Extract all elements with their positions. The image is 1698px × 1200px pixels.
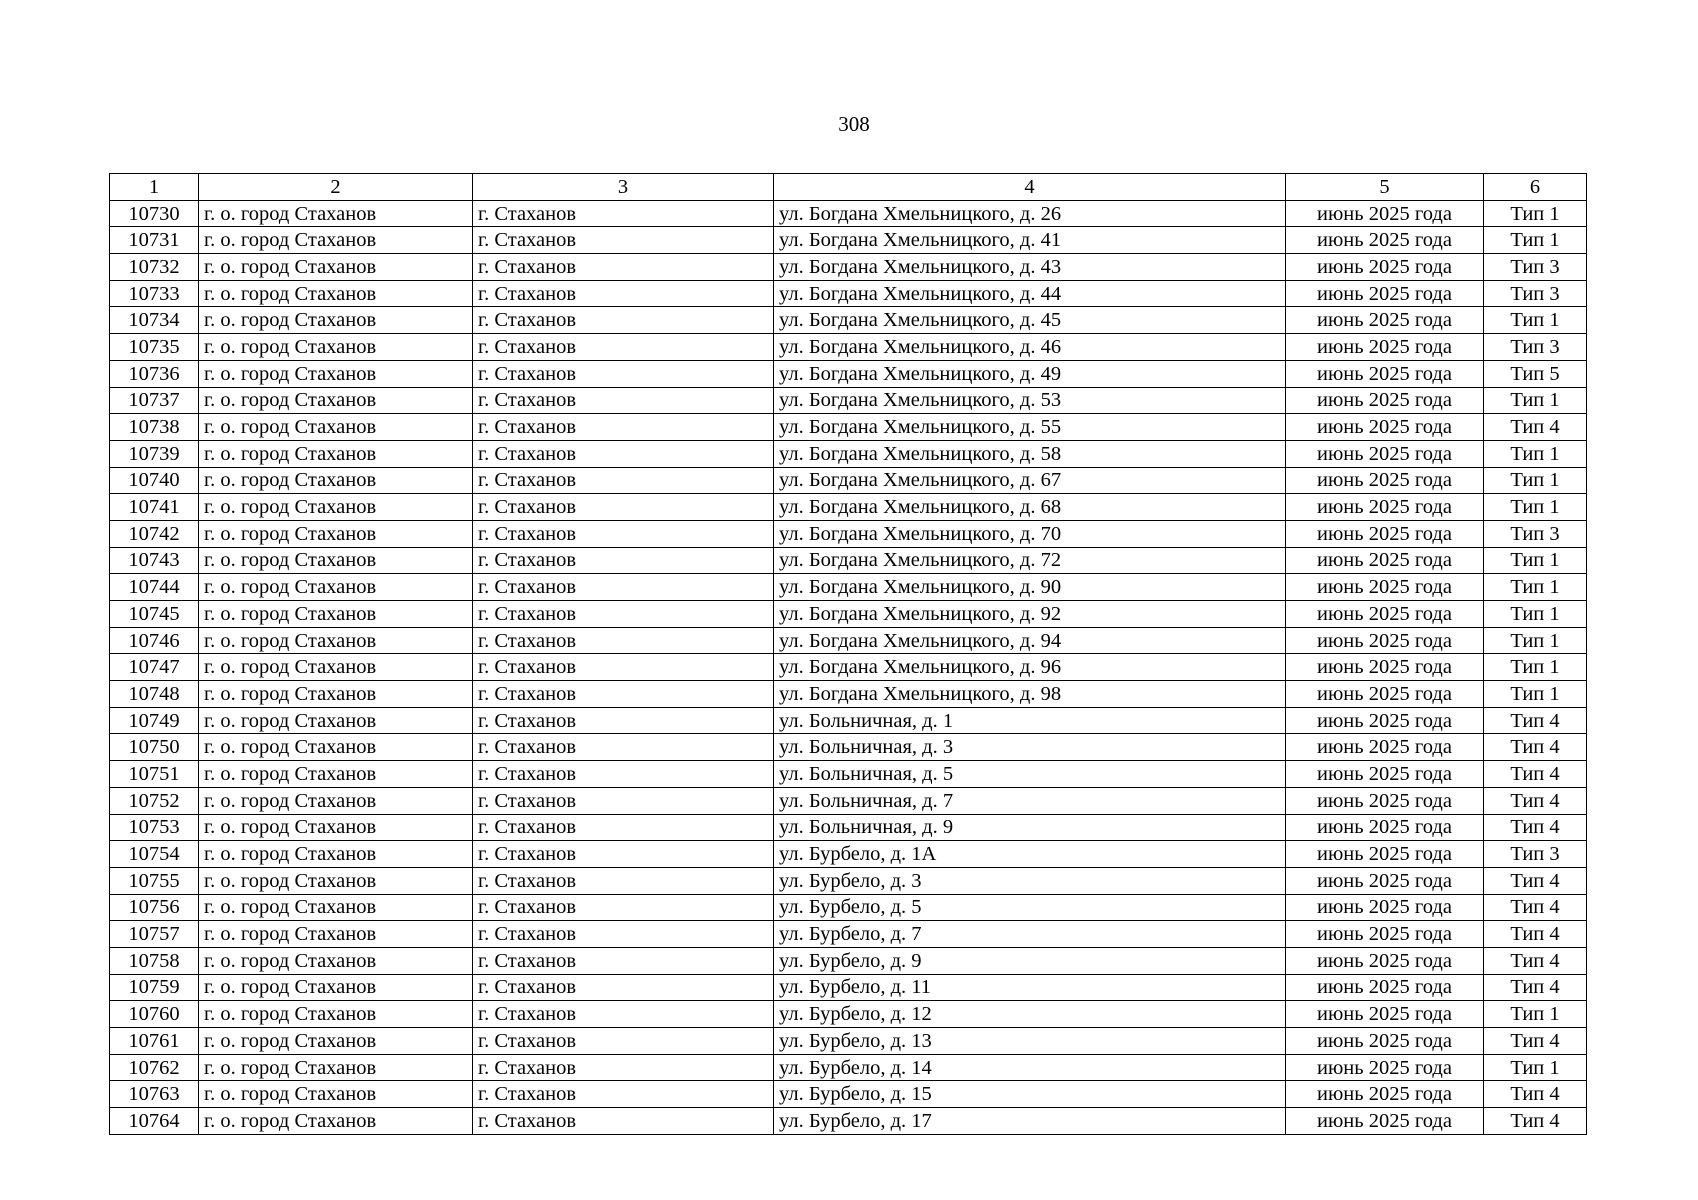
date-cell: июнь 2025 года bbox=[1286, 467, 1484, 494]
row-number-cell: 10732 bbox=[110, 254, 199, 281]
row-number-cell: 10745 bbox=[110, 601, 199, 628]
row-number-cell: 10762 bbox=[110, 1054, 199, 1081]
row-number-cell: 10738 bbox=[110, 414, 199, 441]
address-cell: ул. Богдана Хмельницкого, д. 90 bbox=[774, 574, 1286, 601]
type-cell: Тип 3 bbox=[1484, 841, 1587, 868]
municipality-cell: г. о. город Стаханов bbox=[199, 601, 473, 628]
type-cell: Тип 1 bbox=[1484, 467, 1587, 494]
locality-cell: г. Стаханов bbox=[473, 1054, 774, 1081]
date-cell: июнь 2025 года bbox=[1286, 414, 1484, 441]
address-cell: ул. Богдана Хмельницкого, д. 49 bbox=[774, 360, 1286, 387]
locality-cell: г. Стаханов bbox=[473, 254, 774, 281]
type-cell: Тип 1 bbox=[1484, 681, 1587, 708]
row-number-cell: 10744 bbox=[110, 574, 199, 601]
locality-cell: г. Стаханов bbox=[473, 414, 774, 441]
date-cell: июнь 2025 года bbox=[1286, 360, 1484, 387]
row-number-cell: 10764 bbox=[110, 1108, 199, 1135]
type-cell: Тип 4 bbox=[1484, 921, 1587, 948]
municipality-cell: г. о. город Стаханов bbox=[199, 227, 473, 254]
type-cell: Тип 4 bbox=[1484, 894, 1587, 921]
locality-cell: г. Стаханов bbox=[473, 867, 774, 894]
municipality-cell: г. о. город Стаханов bbox=[199, 254, 473, 281]
table-row bbox=[110, 734, 1587, 761]
table-row bbox=[110, 841, 1587, 868]
row-number-cell: 10731 bbox=[110, 227, 199, 254]
municipality-cell: г. о. город Стаханов bbox=[199, 334, 473, 361]
column-header: 2 bbox=[199, 174, 473, 201]
address-cell: ул. Богдана Хмельницкого, д. 46 bbox=[774, 334, 1286, 361]
address-cell: ул. Больничная, д. 3 bbox=[774, 734, 1286, 761]
locality-cell: г. Стаханов bbox=[473, 654, 774, 681]
date-cell: июнь 2025 года bbox=[1286, 1081, 1484, 1108]
table-body bbox=[110, 200, 1587, 1134]
municipality-cell: г. о. город Стаханов bbox=[199, 574, 473, 601]
date-cell: июнь 2025 года bbox=[1286, 787, 1484, 814]
address-cell: ул. Богдана Хмельницкого, д. 44 bbox=[774, 280, 1286, 307]
locality-cell: г. Стаханов bbox=[473, 307, 774, 334]
date-cell: июнь 2025 года bbox=[1286, 254, 1484, 281]
row-number-cell: 10758 bbox=[110, 947, 199, 974]
municipality-cell: г. о. город Стаханов bbox=[199, 440, 473, 467]
municipality-cell: г. о. город Стаханов bbox=[199, 867, 473, 894]
housing-register-table bbox=[109, 173, 1587, 1135]
type-cell: Тип 1 bbox=[1484, 307, 1587, 334]
address-cell: ул. Бурбело, д. 5 bbox=[774, 894, 1286, 921]
municipality-cell: г. о. город Стаханов bbox=[199, 654, 473, 681]
type-cell: Тип 1 bbox=[1484, 654, 1587, 681]
row-number-cell: 10741 bbox=[110, 494, 199, 521]
type-cell: Тип 1 bbox=[1484, 387, 1587, 414]
date-cell: июнь 2025 года bbox=[1286, 814, 1484, 841]
row-number-cell: 10749 bbox=[110, 707, 199, 734]
date-cell: июнь 2025 года bbox=[1286, 387, 1484, 414]
address-cell: ул. Богдана Хмельницкого, д. 55 bbox=[774, 414, 1286, 441]
table-row bbox=[110, 387, 1587, 414]
address-cell: ул. Богдана Хмельницкого, д. 43 bbox=[774, 254, 1286, 281]
date-cell: июнь 2025 года bbox=[1286, 681, 1484, 708]
locality-cell: г. Стаханов bbox=[473, 921, 774, 948]
date-cell: июнь 2025 года bbox=[1286, 547, 1484, 574]
municipality-cell: г. о. город Стаханов bbox=[199, 307, 473, 334]
row-number-cell: 10750 bbox=[110, 734, 199, 761]
row-number-cell: 10756 bbox=[110, 894, 199, 921]
date-cell: июнь 2025 года bbox=[1286, 894, 1484, 921]
date-cell: июнь 2025 года bbox=[1286, 867, 1484, 894]
locality-cell: г. Стаханов bbox=[473, 1081, 774, 1108]
row-number-cell: 10736 bbox=[110, 360, 199, 387]
municipality-cell: г. о. город Стаханов bbox=[199, 1054, 473, 1081]
date-cell: июнь 2025 года bbox=[1286, 440, 1484, 467]
table-row bbox=[110, 974, 1587, 1001]
table-row bbox=[110, 227, 1587, 254]
type-cell: Тип 4 bbox=[1484, 707, 1587, 734]
row-number-cell: 10757 bbox=[110, 921, 199, 948]
municipality-cell: г. о. город Стаханов bbox=[199, 520, 473, 547]
table-row bbox=[110, 814, 1587, 841]
locality-cell: г. Стаханов bbox=[473, 734, 774, 761]
table-row bbox=[110, 681, 1587, 708]
type-cell: Тип 4 bbox=[1484, 761, 1587, 788]
date-cell: июнь 2025 года bbox=[1286, 921, 1484, 948]
locality-cell: г. Стаханов bbox=[473, 547, 774, 574]
municipality-cell: г. о. город Стаханов bbox=[199, 921, 473, 948]
municipality-cell: г. о. город Стаханов bbox=[199, 387, 473, 414]
locality-cell: г. Стаханов bbox=[473, 627, 774, 654]
municipality-cell: г. о. город Стаханов bbox=[199, 681, 473, 708]
municipality-cell: г. о. город Стаханов bbox=[199, 974, 473, 1001]
table-row bbox=[110, 761, 1587, 788]
address-cell: ул. Богдана Хмельницкого, д. 68 bbox=[774, 494, 1286, 521]
date-cell: июнь 2025 года bbox=[1286, 520, 1484, 547]
locality-cell: г. Стаханов bbox=[473, 200, 774, 227]
municipality-cell: г. о. город Стаханов bbox=[199, 467, 473, 494]
locality-cell: г. Стаханов bbox=[473, 787, 774, 814]
municipality-cell: г. о. город Стаханов bbox=[199, 894, 473, 921]
table-row bbox=[110, 787, 1587, 814]
table-header-row bbox=[110, 174, 1587, 201]
municipality-cell: г. о. город Стаханов bbox=[199, 734, 473, 761]
locality-cell: г. Стаханов bbox=[473, 360, 774, 387]
table-row bbox=[110, 307, 1587, 334]
locality-cell: г. Стаханов bbox=[473, 681, 774, 708]
table-row bbox=[110, 254, 1587, 281]
type-cell: Тип 1 bbox=[1484, 627, 1587, 654]
table-row bbox=[110, 707, 1587, 734]
row-number-cell: 10740 bbox=[110, 467, 199, 494]
municipality-cell: г. о. город Стаханов bbox=[199, 707, 473, 734]
table-row bbox=[110, 520, 1587, 547]
row-number-cell: 10760 bbox=[110, 1001, 199, 1028]
address-cell: ул. Богдана Хмельницкого, д. 98 bbox=[774, 681, 1286, 708]
locality-cell: г. Стаханов bbox=[473, 707, 774, 734]
column-header: 5 bbox=[1286, 174, 1484, 201]
date-cell: июнь 2025 года bbox=[1286, 227, 1484, 254]
page-number: 308 bbox=[838, 112, 870, 136]
address-cell: ул. Бурбело, д. 7 bbox=[774, 921, 1286, 948]
row-number-cell: 10754 bbox=[110, 841, 199, 868]
locality-cell: г. Стаханов bbox=[473, 974, 774, 1001]
address-cell: ул. Бурбело, д. 17 bbox=[774, 1108, 1286, 1135]
locality-cell: г. Стаханов bbox=[473, 1108, 774, 1135]
table-row bbox=[110, 280, 1587, 307]
table-row bbox=[110, 1001, 1587, 1028]
column-header: 3 bbox=[473, 174, 774, 201]
type-cell: Тип 4 bbox=[1484, 814, 1587, 841]
municipality-cell: г. о. город Стаханов bbox=[199, 494, 473, 521]
table-row bbox=[110, 574, 1587, 601]
address-cell: ул. Богдана Хмельницкого, д. 72 bbox=[774, 547, 1286, 574]
municipality-cell: г. о. город Стаханов bbox=[199, 1081, 473, 1108]
table-row bbox=[110, 921, 1587, 948]
address-cell: ул. Больничная, д. 7 bbox=[774, 787, 1286, 814]
date-cell: июнь 2025 года bbox=[1286, 841, 1484, 868]
row-number-cell: 10735 bbox=[110, 334, 199, 361]
date-cell: июнь 2025 года bbox=[1286, 627, 1484, 654]
address-cell: ул. Богдана Хмельницкого, д. 58 bbox=[774, 440, 1286, 467]
municipality-cell: г. о. город Стаханов bbox=[199, 814, 473, 841]
table-row bbox=[110, 627, 1587, 654]
date-cell: июнь 2025 года bbox=[1286, 654, 1484, 681]
date-cell: июнь 2025 года bbox=[1286, 707, 1484, 734]
locality-cell: г. Стаханов bbox=[473, 280, 774, 307]
address-cell: ул. Богдана Хмельницкого, д. 96 bbox=[774, 654, 1286, 681]
address-cell: ул. Больничная, д. 1 bbox=[774, 707, 1286, 734]
municipality-cell: г. о. город Стаханов bbox=[199, 280, 473, 307]
type-cell: Тип 4 bbox=[1484, 1028, 1587, 1055]
municipality-cell: г. о. город Стаханов bbox=[199, 414, 473, 441]
municipality-cell: г. о. город Стаханов bbox=[199, 761, 473, 788]
locality-cell: г. Стаханов bbox=[473, 227, 774, 254]
date-cell: июнь 2025 года bbox=[1286, 1108, 1484, 1135]
date-cell: июнь 2025 года bbox=[1286, 1001, 1484, 1028]
row-number-cell: 10748 bbox=[110, 681, 199, 708]
type-cell: Тип 1 bbox=[1484, 200, 1587, 227]
type-cell: Тип 4 bbox=[1484, 1108, 1587, 1135]
table-row bbox=[110, 467, 1587, 494]
date-cell: июнь 2025 года bbox=[1286, 761, 1484, 788]
type-cell: Тип 5 bbox=[1484, 360, 1587, 387]
table-row bbox=[110, 440, 1587, 467]
date-cell: июнь 2025 года bbox=[1286, 574, 1484, 601]
row-number-cell: 10755 bbox=[110, 867, 199, 894]
type-cell: Тип 1 bbox=[1484, 1054, 1587, 1081]
row-number-cell: 10761 bbox=[110, 1028, 199, 1055]
table-row bbox=[110, 947, 1587, 974]
type-cell: Тип 3 bbox=[1484, 520, 1587, 547]
row-number-cell: 10747 bbox=[110, 654, 199, 681]
table-row bbox=[110, 601, 1587, 628]
locality-cell: г. Стаханов bbox=[473, 574, 774, 601]
row-number-cell: 10737 bbox=[110, 387, 199, 414]
type-cell: Тип 1 bbox=[1484, 547, 1587, 574]
date-cell: июнь 2025 года bbox=[1286, 601, 1484, 628]
table-row bbox=[110, 894, 1587, 921]
municipality-cell: г. о. город Стаханов bbox=[199, 360, 473, 387]
date-cell: июнь 2025 года bbox=[1286, 200, 1484, 227]
locality-cell: г. Стаханов bbox=[473, 601, 774, 628]
locality-cell: г. Стаханов bbox=[473, 467, 774, 494]
address-cell: ул. Богдана Хмельницкого, д. 70 bbox=[774, 520, 1286, 547]
municipality-cell: г. о. город Стаханов bbox=[199, 547, 473, 574]
locality-cell: г. Стаханов bbox=[473, 1001, 774, 1028]
date-cell: июнь 2025 года bbox=[1286, 1028, 1484, 1055]
row-number-cell: 10734 bbox=[110, 307, 199, 334]
type-cell: Тип 3 bbox=[1484, 254, 1587, 281]
date-cell: июнь 2025 года bbox=[1286, 734, 1484, 761]
row-number-cell: 10752 bbox=[110, 787, 199, 814]
row-number-cell: 10739 bbox=[110, 440, 199, 467]
locality-cell: г. Стаханов bbox=[473, 1028, 774, 1055]
column-header: 4 bbox=[774, 174, 1286, 201]
table-row bbox=[110, 1028, 1587, 1055]
address-cell: ул. Бурбело, д. 3 bbox=[774, 867, 1286, 894]
type-cell: Тип 1 bbox=[1484, 494, 1587, 521]
type-cell: Тип 3 bbox=[1484, 280, 1587, 307]
type-cell: Тип 4 bbox=[1484, 947, 1587, 974]
table-row bbox=[110, 1054, 1587, 1081]
address-cell: ул. Богдана Хмельницкого, д. 53 bbox=[774, 387, 1286, 414]
locality-cell: г. Стаханов bbox=[473, 494, 774, 521]
address-cell: ул. Богдана Хмельницкого, д. 26 bbox=[774, 200, 1286, 227]
address-cell: ул. Богдана Хмельницкого, д. 45 bbox=[774, 307, 1286, 334]
date-cell: июнь 2025 года bbox=[1286, 947, 1484, 974]
date-cell: июнь 2025 года bbox=[1286, 334, 1484, 361]
locality-cell: г. Стаханов bbox=[473, 841, 774, 868]
row-number-cell: 10733 bbox=[110, 280, 199, 307]
table-row bbox=[110, 200, 1587, 227]
address-cell: ул. Бурбело, д. 14 bbox=[774, 1054, 1286, 1081]
locality-cell: г. Стаханов bbox=[473, 814, 774, 841]
locality-cell: г. Стаханов bbox=[473, 387, 774, 414]
date-cell: июнь 2025 года bbox=[1286, 494, 1484, 521]
row-number-cell: 10730 bbox=[110, 200, 199, 227]
municipality-cell: г. о. город Стаханов bbox=[199, 841, 473, 868]
row-number-cell: 10743 bbox=[110, 547, 199, 574]
table-row bbox=[110, 654, 1587, 681]
address-cell: ул. Богдана Хмельницкого, д. 41 bbox=[774, 227, 1286, 254]
locality-cell: г. Стаханов bbox=[473, 440, 774, 467]
type-cell: Тип 1 bbox=[1484, 1001, 1587, 1028]
municipality-cell: г. о. город Стаханов bbox=[199, 947, 473, 974]
row-number-cell: 10763 bbox=[110, 1081, 199, 1108]
table-row bbox=[110, 494, 1587, 521]
type-cell: Тип 4 bbox=[1484, 974, 1587, 1001]
type-cell: Тип 1 bbox=[1484, 440, 1587, 467]
municipality-cell: г. о. город Стаханов bbox=[199, 787, 473, 814]
type-cell: Тип 1 bbox=[1484, 227, 1587, 254]
row-number-cell: 10753 bbox=[110, 814, 199, 841]
locality-cell: г. Стаханов bbox=[473, 520, 774, 547]
date-cell: июнь 2025 года bbox=[1286, 307, 1484, 334]
address-cell: ул. Богдана Хмельницкого, д. 67 bbox=[774, 467, 1286, 494]
table-row bbox=[110, 360, 1587, 387]
table-row bbox=[110, 334, 1587, 361]
type-cell: Тип 4 bbox=[1484, 787, 1587, 814]
address-cell: ул. Бурбело, д. 9 bbox=[774, 947, 1286, 974]
type-cell: Тип 4 bbox=[1484, 414, 1587, 441]
table-row bbox=[110, 414, 1587, 441]
table-row bbox=[110, 1108, 1587, 1135]
date-cell: июнь 2025 года bbox=[1286, 280, 1484, 307]
type-cell: Тип 4 bbox=[1484, 1081, 1587, 1108]
locality-cell: г. Стаханов bbox=[473, 894, 774, 921]
date-cell: июнь 2025 года bbox=[1286, 974, 1484, 1001]
row-number-cell: 10742 bbox=[110, 520, 199, 547]
address-cell: ул. Бурбело, д. 12 bbox=[774, 1001, 1286, 1028]
address-cell: ул. Бурбело, д. 1А bbox=[774, 841, 1286, 868]
locality-cell: г. Стаханов bbox=[473, 334, 774, 361]
column-header: 1 bbox=[110, 174, 199, 201]
date-cell: июнь 2025 года bbox=[1286, 1054, 1484, 1081]
column-header: 6 bbox=[1484, 174, 1587, 201]
municipality-cell: г. о. город Стаханов bbox=[199, 200, 473, 227]
row-number-cell: 10751 bbox=[110, 761, 199, 788]
row-number-cell: 10746 bbox=[110, 627, 199, 654]
address-cell: ул. Бурбело, д. 15 bbox=[774, 1081, 1286, 1108]
address-cell: ул. Бурбело, д. 13 bbox=[774, 1028, 1286, 1055]
type-cell: Тип 1 bbox=[1484, 601, 1587, 628]
address-cell: ул. Богдана Хмельницкого, д. 94 bbox=[774, 627, 1286, 654]
municipality-cell: г. о. город Стаханов bbox=[199, 1001, 473, 1028]
type-cell: Тип 1 bbox=[1484, 574, 1587, 601]
locality-cell: г. Стаханов bbox=[473, 761, 774, 788]
address-cell: ул. Богдана Хмельницкого, д. 92 bbox=[774, 601, 1286, 628]
locality-cell: г. Стаханов bbox=[473, 947, 774, 974]
table-row bbox=[110, 547, 1587, 574]
municipality-cell: г. о. город Стаханов bbox=[199, 1108, 473, 1135]
table-row bbox=[110, 1081, 1587, 1108]
row-number-cell: 10759 bbox=[110, 974, 199, 1001]
municipality-cell: г. о. город Стаханов bbox=[199, 1028, 473, 1055]
address-cell: ул. Больничная, д. 5 bbox=[774, 761, 1286, 788]
type-cell: Тип 4 bbox=[1484, 734, 1587, 761]
address-cell: ул. Больничная, д. 9 bbox=[774, 814, 1286, 841]
table-row bbox=[110, 867, 1587, 894]
address-cell: ул. Бурбело, д. 11 bbox=[774, 974, 1286, 1001]
type-cell: Тип 3 bbox=[1484, 334, 1587, 361]
municipality-cell: г. о. город Стаханов bbox=[199, 627, 473, 654]
type-cell: Тип 4 bbox=[1484, 867, 1587, 894]
